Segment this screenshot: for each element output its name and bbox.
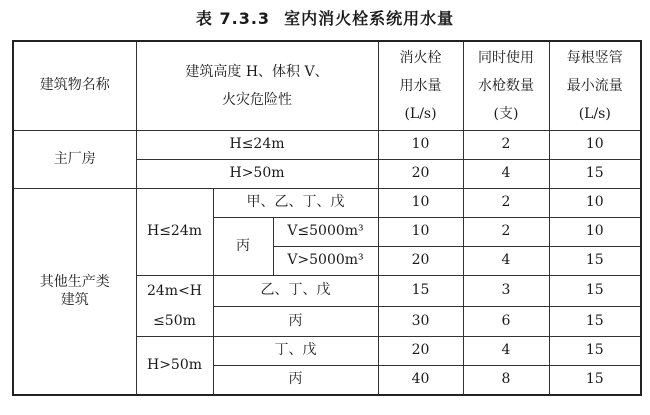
table-row: 丙 30 6 15 xyxy=(13,306,641,337)
group-main-building: 主厂房 xyxy=(13,131,136,189)
table-row: 丙 V≤5000m³ 10 2 10 xyxy=(13,218,641,247)
table-row: V>5000m³ 20 4 15 xyxy=(13,247,641,276)
header-criteria: 建筑高度 H、体积 V、 火灾危险性 xyxy=(136,41,378,131)
header-guns: 同时使用 水枪数量 (支) xyxy=(463,41,549,131)
header-building-name: 建筑物名称 xyxy=(13,41,136,131)
table-row: 主厂房 H≤24m 10 2 10 xyxy=(13,131,641,160)
header-row xyxy=(13,41,641,131)
table-row: 丙 40 8 15 xyxy=(13,366,641,396)
table-row: 24m<H ≤50m 乙、丁、戊 15 3 15 xyxy=(13,276,641,307)
table-row: 其他生产类 建筑 H≤24m 甲、乙、丁、戊 10 2 10 xyxy=(13,189,641,218)
table-row: H>50m 丁、戊 20 4 15 xyxy=(13,337,641,366)
group-other-buildings: 其他生产类 建筑 xyxy=(13,189,136,396)
water-demand-table xyxy=(12,40,642,396)
table-row: H>50m 20 4 15 xyxy=(13,160,641,189)
header-flow: 消火栓 用水量 (L/s) xyxy=(378,41,463,131)
header-riser: 每根竖管 最小流量 (L/s) xyxy=(549,41,641,131)
table-title: 表 7.3.3 室内消火栓系统用水量 xyxy=(195,9,455,28)
